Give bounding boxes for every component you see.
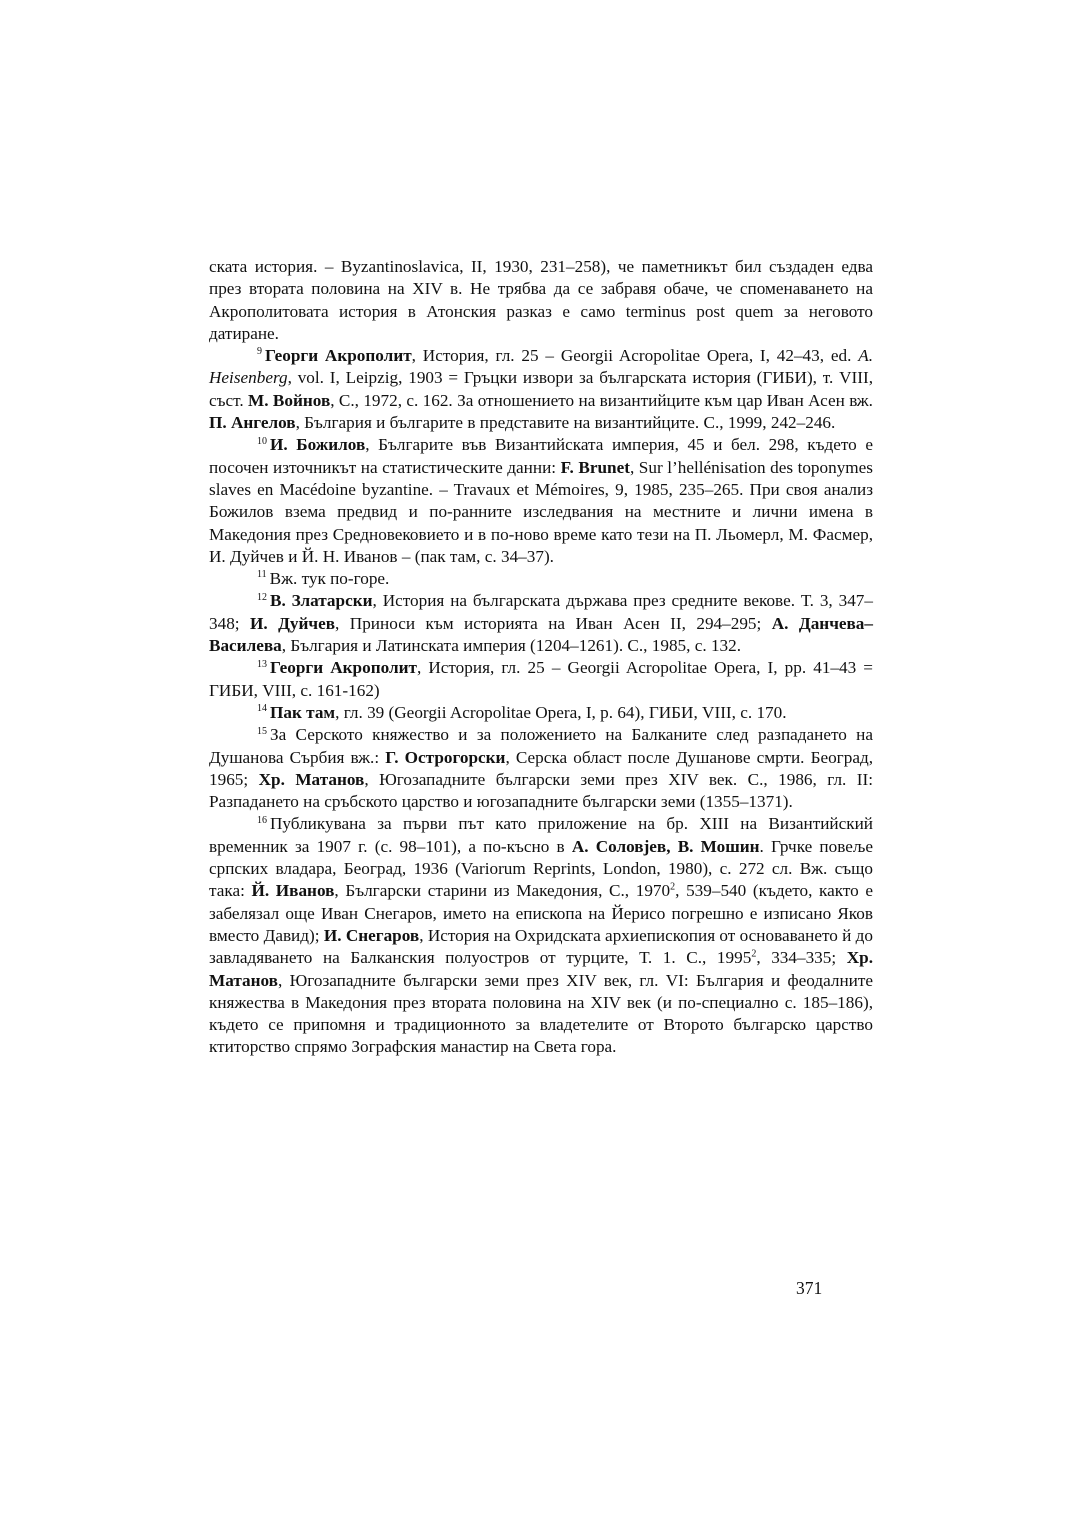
footnote-number: 12 [257,591,267,603]
footnote-15: $^{15}$ За Серското княжество и за положението на Балканите след разпадането на Душанова Сърбия вж.: Г. Острогорски, Серска област после Душанове смрти. Београд, 1965; Хр. Матанов, Югозападните български земи през XIV век. С., 1986, гл. II: Разпадането на сръбското царство и югозападните български земи (1355–1371). [209,725,873,812]
author: А. Соловјев, В. Мошин [571,836,760,856]
edition-superscript: 2 [670,881,676,893]
footnote-number: 15 [257,725,267,737]
author: F. Brunet [560,457,630,477]
footnote-11: $^{11}$ Вж. тук по-горе. [257,569,390,589]
footnote-9: $^9$ Георги Акрополит, История, гл. 25 – Georgii Acropolitae Opera, I, 42–43, ed. A. Heisenberg, vol. I, Leipzig, 1903 = Гръцки извори за българската история (ГИБИ), т. VIII, съст. М. Войнов, С., 1972, с. 162. За отношението на византийците към цар Иван Асен вж. П. Ангелов, България и българите в представите на византийците. С., 1999, 242–246. [209,346,873,433]
author: А. Данчева–Василева [209,613,873,656]
author: Георги Акрополит [265,346,412,366]
author: И. Снегаров [323,925,420,945]
footnote-10: $^{10}$ И. Божилов, Българите във Византийската империя, 45 и бел. 298, където е посочен източникът на статистическите данни: F. Brunet, Sur l’hellénisation des toponymes slaves en Macédoine byzantine. – Travaux et Mémoires, 9, 1985, 235–265. При своя анализ Божилов взема предвид и по-ранните изследвания на местните и лични имена в Македония през Средновековието и в по-ново време като тези на П. Льомерл, М. Фасмер, И. Дуйчев и Й. Н. Иванов – (пак там, с. 34–37). [209,435,873,566]
author: П. Ангелов [209,413,296,433]
footnote-13: $^{13}$ Георги Акрополит, История, гл. 25 – Georgii Acropolitae Opera, I, pp. 41–43 = ГИБИ, VIII, с. 161-162) [209,658,873,700]
author: Пак там [270,702,336,722]
footnote-number: 10 [257,435,267,447]
page-number: 371 [796,1278,823,1298]
footnotes-text [209,256,873,1059]
footnote-number: 16 [257,814,267,826]
footnote-14: $^{14}$ Пак там, гл. 39 (Georgii Acropolitae Opera, I, p. 64), ГИБИ, VIII, с. 170. [257,702,787,722]
author: Й. Иванов [251,881,335,901]
footnote-number: 9 [257,346,262,358]
editor: A. Heisenberg [209,346,873,388]
author: М. Войнов [248,390,331,410]
author: В. Златарски [270,591,373,611]
edition-superscript: 2 [751,948,757,960]
footnote-continuation: ската история. – Byzantinoslavica, II, 1930, 231–258), че паметникът бил създаден едва през втората половина на XIV в. Не трябва да се забравя обаче, че споменаването на Акрополитовата история в Атонския разказ е само terminus post quem за неговото датиране. [209,257,873,343]
footnote-number: 11 [257,569,267,581]
footnote-number: 14 [257,703,267,715]
author: Хр. Матанов [209,948,874,990]
author: И. Дуйчев [250,613,336,633]
author: И. Божилов [270,435,366,455]
footnote-12: $^{12}$ В. Златарски, История на българската държава през средните векове. Т. 3, 347–348; И. Дуйчев, Приноси към историята на Иван Асен II, 294–295; А. Данчева–Василева, България и Латинската империя (1204–1261). С., 1985, с. 132. [209,591,873,656]
author: Георги Акрополит [270,658,417,678]
author: Хр. Матанов [258,769,365,789]
author: Г. Острогорски [385,747,506,767]
footnote-16: $^{16}$ Публикувана за първи път като приложение на бр. XIII на Византийский временник за 1907 г. (с. 98–101), а по-късно в А. Соловјев, В. Мошин. Грчке повеље српских владара, Београд, 1936 (Variorum Reprints, London, 1980), с. 272 сл. Вж. също така: Й. Иванов, Български старини из Македония, С., 1970$^2$, 539–540 (където, както е забелязал още Иван Снегаров, името на епископа на Йерисо погрешно е изписано Яков вместо Давид); И. Снегаров, История на Охридската архиепископия от основаването й до завладяването на Балканския полуостров от турците, Т. 1. С., 1995$^2$, 334–335; Хр. Матанов, Югозападните български земи през XIV век, гл. VI: България и феодалните княжества в Македония през втората половина на XIV век (и по-специално с. 185–186), където се припомня и традиционното за владетелите от Второто българско царство ктиторство спрямо Зографския манастир на Света гора. [209,814,874,1057]
footnote-number: 13 [257,658,267,670]
